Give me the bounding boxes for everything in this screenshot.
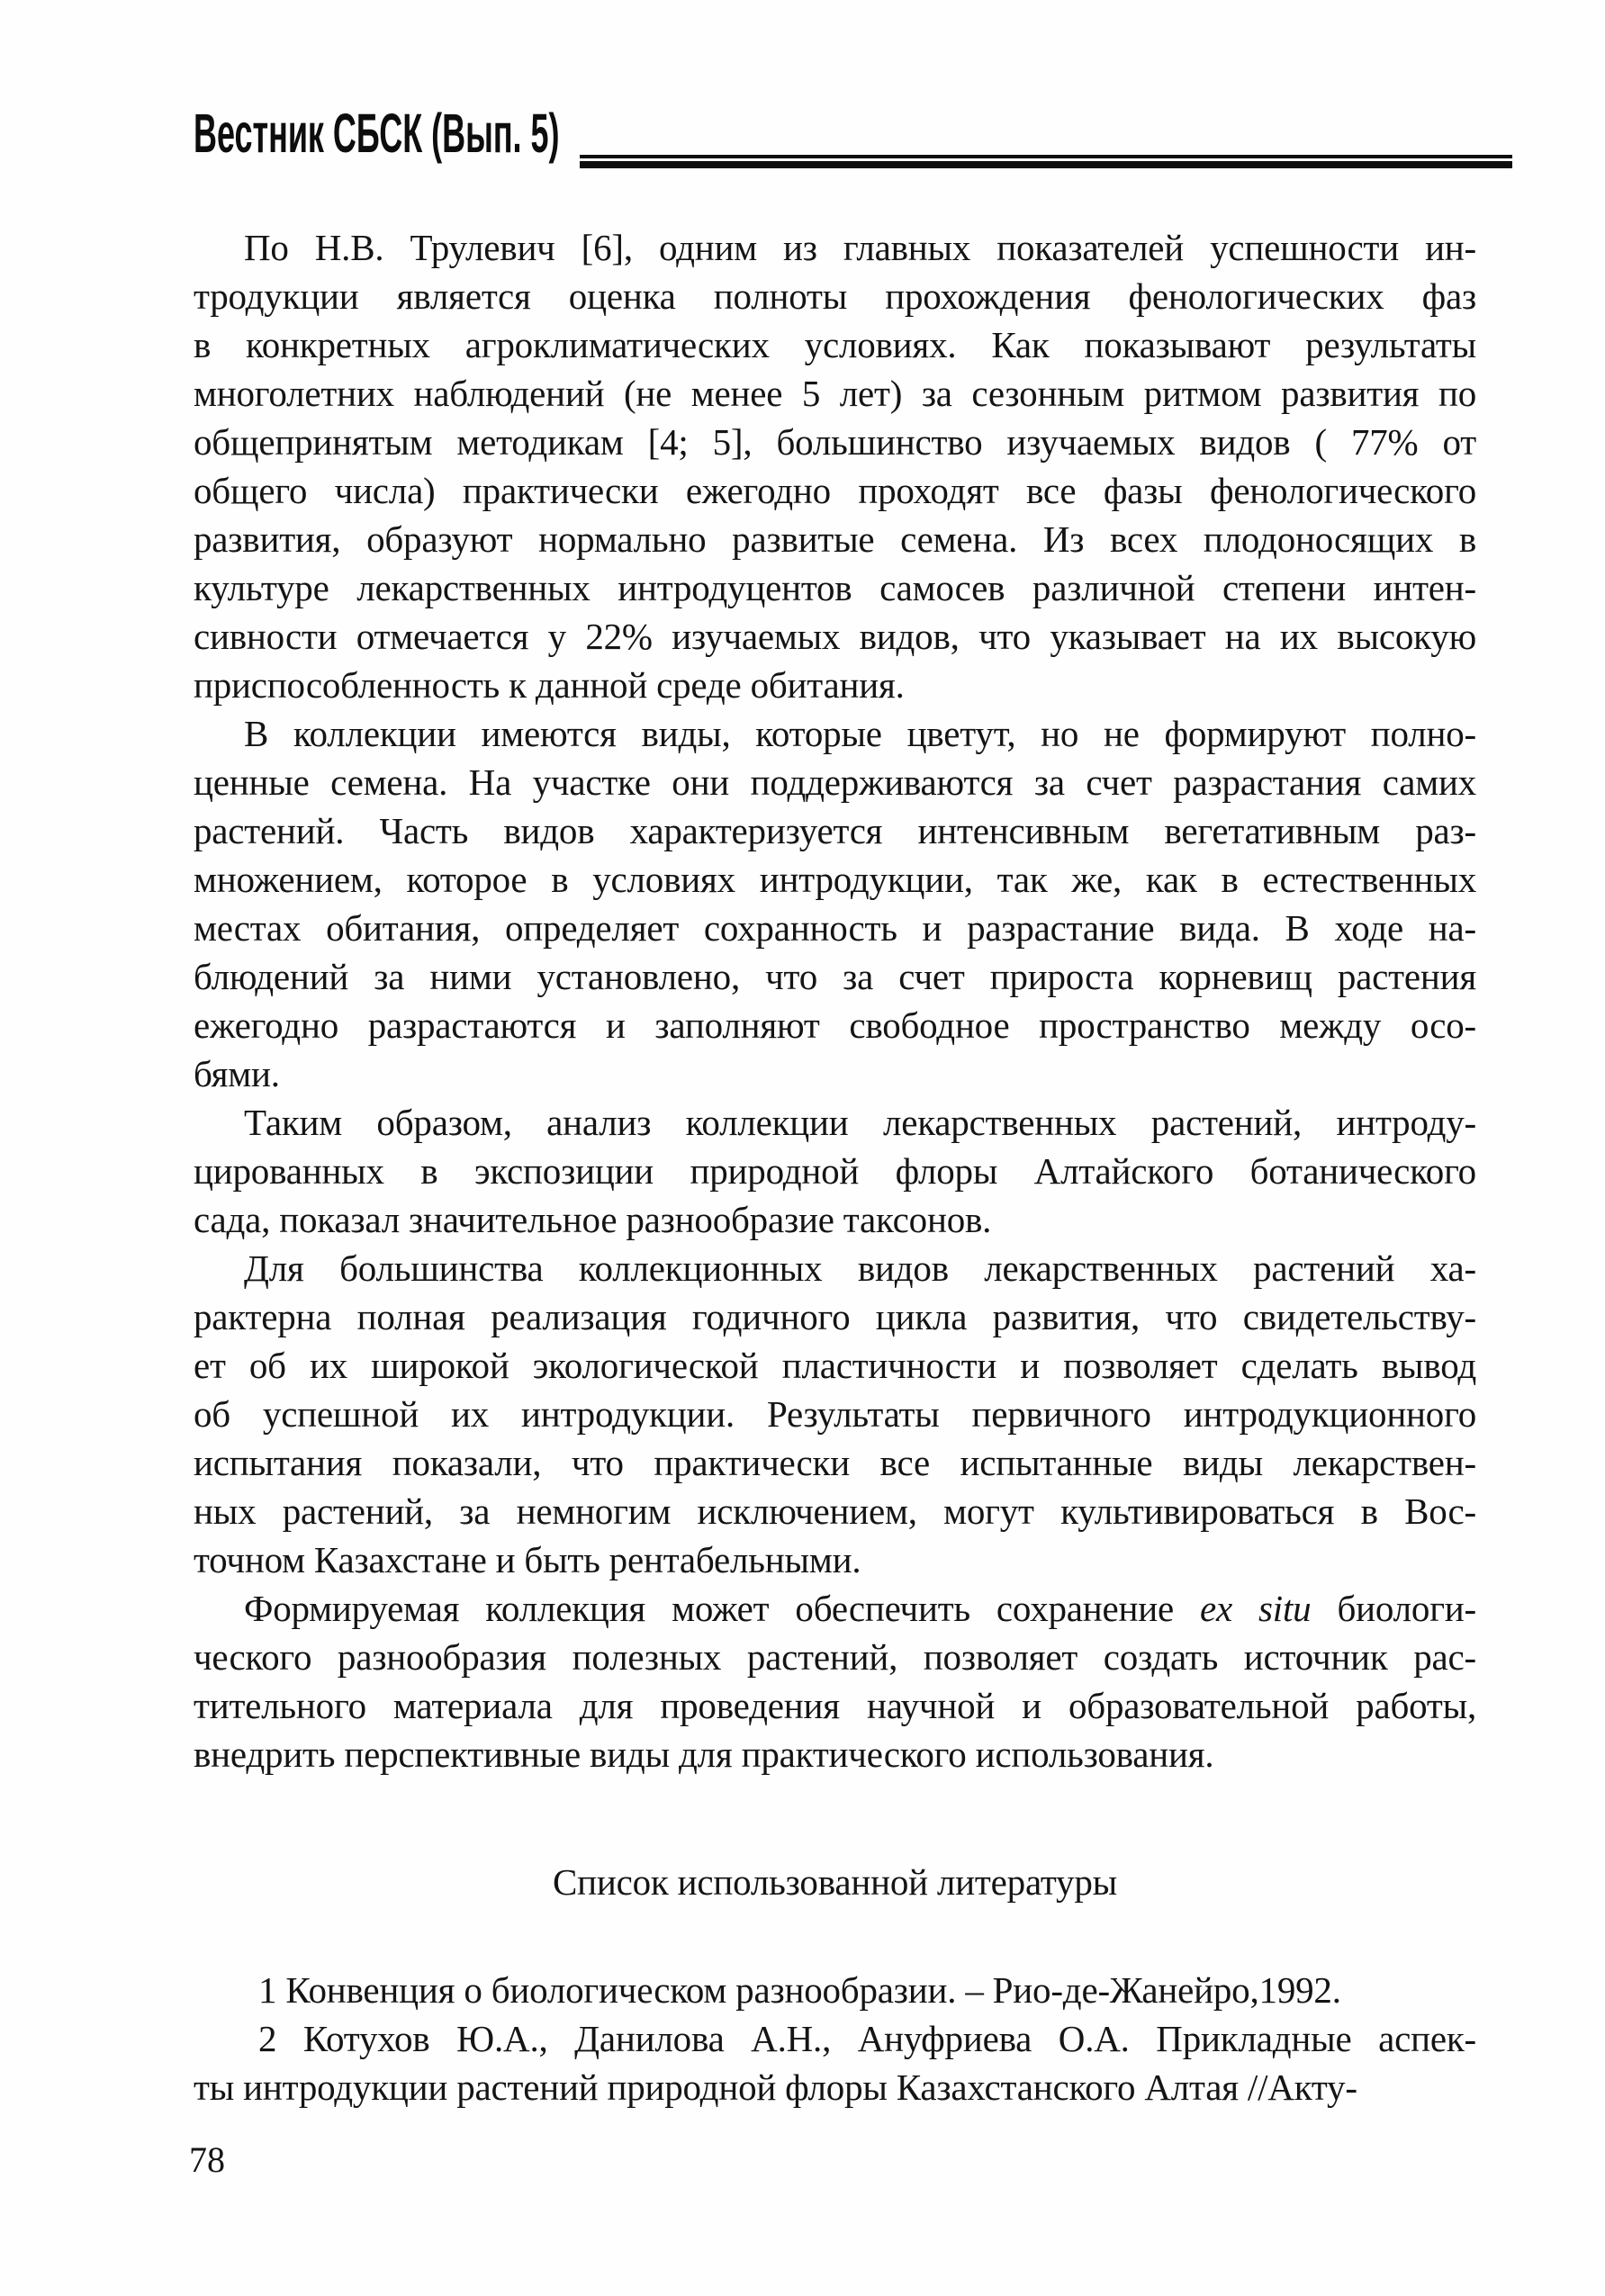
reference-item	[194, 1966, 1476, 2014]
text-line: В коллекции имеются виды, которые цветут, но не формируют полно-	[244, 713, 1476, 754]
text-line: приспособленность к данной среде обитания.	[194, 664, 905, 706]
text-line: в конкретных агроклиматических условиях. Как показывают результаты	[194, 324, 1476, 365]
text-line: ты интродукции растений природной флоры Казахстанского Алтая //Акту-	[194, 2066, 1357, 2108]
references-list	[194, 1966, 1476, 2111]
text-line: общего числа) практически ежегодно проходят все фазы фенологического	[194, 470, 1476, 511]
text-line: ет об их широкой экологической пластичности и позволяет сделать вывод	[194, 1345, 1476, 1386]
running-head	[194, 102, 784, 165]
text-line: об успешной их интродукции. Результаты первичного интродукционного	[194, 1393, 1476, 1435]
paragraph	[194, 709, 1476, 1098]
text-line: По Н.В. Трулевич [6], одним из главных показателей успешности ин-	[244, 227, 1476, 268]
text-line: внедрить перспективные виды для практического использования.	[194, 1733, 1214, 1775]
text-line	[194, 1584, 1476, 1633]
paragraph	[194, 1098, 1476, 1244]
page-number: 78	[189, 2139, 225, 2180]
text-line: общепринятым методикам [4; 5], большинство изучаемых видов ( 77% от	[194, 421, 1476, 463]
text-line: 1 Конвенция о биологическом разнообразии. – Рио-де-Жанейро,1992.	[258, 1969, 1341, 2011]
article-body	[194, 223, 1476, 2111]
text-line: сада, показал значительное разнообразие таксонов.	[194, 1199, 992, 1240]
reference-item	[194, 2014, 1476, 2111]
text-line: ных растений, за немногим исключением, могут культивироваться в Вос-	[194, 1490, 1476, 1532]
paragraph	[194, 1584, 1476, 1778]
text-segment: биологи-	[1311, 1588, 1476, 1629]
text-line: развития, образуют нормально развитые семена. Из всех плодоносящих в	[194, 518, 1476, 560]
text-line: тительного материала для проведения научной и образовательной работы,	[194, 1685, 1476, 1726]
text-line: многолетних наблюдений (не менее 5 лет) за сезонным ритмом развития по	[194, 373, 1476, 414]
text-line: культуре лекарственных интродуцентов самосев различной степени интен-	[194, 567, 1476, 608]
text-line: цированных в экспозиции природной флоры Алтайского ботанического	[194, 1150, 1476, 1192]
text-line: точном Казахстане и быть рентабельными.	[194, 1539, 861, 1580]
text-segment: Формируемая коллекция может обеспечить сохранение	[244, 1588, 1201, 1629]
text-line: рактерна полная реализация годичного цикла развития, что свидетельству-	[194, 1296, 1476, 1337]
text-line: сивности отмечается у 22% изучаемых видов, что указывает на их высокую	[194, 616, 1476, 657]
journal-title: Вестник СБСК (Вып. 5)	[194, 102, 560, 165]
latin-term: ex situ	[1200, 1588, 1312, 1629]
text-line: растений. Часть видов характеризуется интенсивным вегетативным раз-	[194, 810, 1476, 851]
text-line: ческого разнообразия полезных растений, позволяет создать источник рас-	[194, 1636, 1476, 1678]
text-line: блюдений за ними установлено, что за счет прироста корневищ растения	[194, 956, 1476, 997]
text-line: ежегодно разрастаются и заполняют свободное пространство между осо-	[194, 1004, 1476, 1046]
text-line: 2 Котухов Ю.А., Данилова А.Н., Ануфриева О.А. Прикладные аспек-	[258, 2018, 1476, 2059]
paragraph	[194, 1244, 1476, 1584]
paragraph	[194, 223, 1476, 709]
text-line: испытания показали, что практически все испытанные виды лекарствен-	[194, 1442, 1476, 1483]
header-double-rule	[580, 155, 1512, 168]
text-line: Для большинства коллекционных видов лекарственных растений ха-	[244, 1247, 1476, 1289]
text-line: Таким образом, анализ коллекции лекарственных растений, интроду-	[244, 1102, 1476, 1143]
text-line: множением, которое в условиях интродукции, так же, как в естественных	[194, 859, 1476, 900]
text-line: тродукции является оценка полноты прохождения фенологических фаз	[194, 275, 1476, 317]
text-line: местах обитания, определяет сохранность и разрастание вида. В ходе на-	[194, 907, 1476, 949]
text-line: ценные семена. На участке они поддерживаются за счет разрастания самих	[194, 761, 1476, 803]
references-heading: Список использованной литературы	[552, 1861, 1118, 1903]
text-line: бями.	[194, 1053, 280, 1094]
paragraphs	[194, 223, 1476, 1778]
